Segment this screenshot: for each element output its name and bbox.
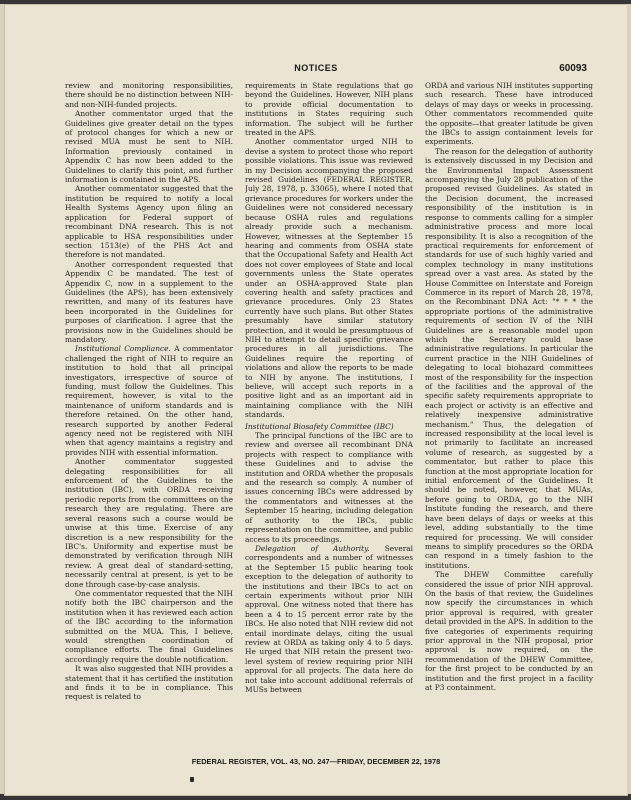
paragraph: Another commentator suggested that the institution be required to notify a local Health Systems Agency upon filing an application for Federal support of recombinant DNA research. This is not applicable to HSA responsibilities under section 1513(e) of the PHS Act and therefore is not mandated. [65,184,233,260]
paragraph: One commentator requested that the NIH notify both the IBC chairperson and the institution when it has reviewed each action of the IBC according to the information submitted on the MUA. This, I believe, would strengthen coordination of compliance efforts. The final Guidelines accordingly require the double notification. [65,588,233,664]
paragraph-text: Several correspondents and a number of witnesses at the September 15 public hearing took exception to the delegation of authority to the institutions and their IBCs to act on certain experiments without prior NIH approval. One witness noted that there has been a 4 to 15 percent error rate by the IBCs. He also noted that NIH review did not entail inordinate delays, citing the usual review at ORDA as taking only 4 to 5 days. He urged that NIH retain the present two-level system of review requiring prior NIH approval for all projects. The data here do not take into account additional referrals of MUSs between [245,543,413,694]
paragraph: requirements in State regulations that go beyond the Guidelines. However, NIH plans to provide official documentation to institutions in States requiring such information. The subject will be further treated in the APS. [245,81,413,138]
page-footer: FEDERAL REGISTER, VOL. 43, NO. 247—FRIDAY, DECEMBER 22, 1978 [191,757,441,766]
paragraph-text: A commentator challenged the right of NIH to require an institution to hold that all principal investigators, irrespective of source of funding, must follow the Guidelines. This requirement, however, is vital to the maintenance of uniform standards and is therefore retained. On the other hand, research supported by another Federal agency need not be registered with NIH when that agency maintains a registry and provides NIH with essential information. [65,344,233,457]
paragraph: Another commentator urged NIH to devise a system to protect those who report possible violations. This issue was reviewed in my Decision accompanying the proposed revised Guidelines (FEDERAL REGISTER, July 28, 1978, p. 33065), where I noted that grievance procedures for workers under the Guidelines were not considered necessary because OSHA rules and regulations already provide such a mechanism. However, witnesses at the September 15 hearing and comments from OSHA state that the Occupational Safety and Health Act does not cover employees of State and local governments unless the State operates under an OSHA-approved State plan covering health and safety practices and grievance procedures. Only 23 States currently have such plans. But other States presumably have similar statutory protection, and it would be presumptuous of NIH to attempt to detail specific grievance procedures in all jurisdictions. The Guidelines require the reporting of violations and allow the reports to be made to NIH by anyone. The institutions, I believe, will accept such reports in a positive light and as an important aid in maintaining compliance with the NIH standards. [245,137,413,420]
running-head: NOTICES [294,63,338,73]
paragraph: It was also suggested that NIH provides a statement that it has certified the institution and finds it to be in compliance. This request is related to [65,664,233,702]
ink-mark [190,777,194,782]
page-number: 60093 [559,63,587,74]
paragraph: The reason for the delegation of authority is extensively discussed in my Decision and the Environmental Impact Assessment accompanying the July 28 publication of the proposed revised Guidelines. As stated in the Decision document, the increased responsibility of the institution is in response to comments calling for a simpler administrative process and more local responsibility. It is also a recognition of the practical requirements for enforcement of standards for use of such highly varied and complex technology in many institutions spread over a vast area. As stated by the House Committee on Interstate and Foreign Commerce in its report of March 28, 1978, on the Recombinant DNA Act: "* * * the appropriate portions of the administrative requirements of section IV of the NIH Guidelines are a reasonable model upon which the Secretary could base administrative regulations. In particular the current practice in the NIH Guidelines of delegating to local biohazard committees most of the responsibility for the inspection of the facilities and the approval of the specific safety requirements appropriate to each project or activity is an effective and relatively inexpensive administrative mechanism." Thus, the delegation of increased responsibility at the local level is not primarily to facilitate an increased volume of research, as suggested by a commentator, but rather to place this function at the most appropriate location for initial enforcement of the Guidelines. It should be noted, however, that MUAs, before going to ORDA, go to the NIH Institute funding the research, and there have been delays of days or weeks at this level, adding substantially to the time required for processing. We will consider means to simplify procedures so the ORDA can respond in a timely fashion to the institutions. [425,146,593,570]
run-in-heading: Institutional Compliance. [75,344,171,354]
paragraph [245,544,413,695]
text-columns [65,81,593,746]
paragraph: review and monitoring responsibilities, there should be no distinction between NIH- and non-NIH-funded projects. [65,81,233,109]
section-heading: Institutional Biosafety Committee (IBC) [245,421,394,431]
paper-edge-left [0,4,4,794]
column-middle [245,81,413,746]
run-in-heading: Delegation of Authority. [255,543,370,553]
document-page [4,4,628,796]
paragraph [65,344,233,457]
paragraph: Another correspondent requested that Appendix C be mandated. The test of Appendix C, now in a supplement to the Guidelines (the APS), has been extensively rewritten, and many of its features have been incorporated in the Guidelines for purposes of clarification. I agree that the provisions now in the Guidelines should be mandatory. [65,259,233,344]
paragraph: The DHEW Committee carefully considered the issue of prior NIH approval. On the basis of that review, the Guidelines now specify the circumstances in which prior approval is required, with greater detail provided in the APS. In addition to the five categories of experiments requiring prior approval in the NIH proposal, prior approval is now required, on the recommendation of the DHEW Committee, for the first project to be conducted by an institution and the first project in a facility at P3 containment. [425,570,593,692]
paragraph: The principal functions of the IBC are to review and oversee all recombinant DNA projects with respect to compliance with these Guidelines and to advise the institution and ORDA whether the proposals and the research so comply. A number of issues concerning IBCs were addressed by the commentators and witnesses at the September 15 hearing, including delegation of authority to the IBCs, public representation on the committee, and public access to its proceedings. [245,431,413,544]
paragraph: Another commentator urged that the Guidelines give greater detail on the types of protocol changes for which a new or revised MUA must be sent to NIH. Information previously contained in Appendix C has now been added to the Guidelines to clarify this point, and further information is contained in the APS. [65,109,233,185]
column-right [425,81,593,746]
paragraph: Another commentator suggested delegating responsibilities for all enforcement of the Guidelines to the institution (IBC), with ORDA receiving periodic reports from the committees on the research they are regulating. There are several reasons such a course would be unwise at this time. Exercise of any discretion is a new responsibility for the IBC's. Uniformity and expertise must be demonstrated by verification through NIH review. A great deal of standard-setting, necessarily central at present, is yet to be done through case-by-case analysis. [65,457,233,589]
paragraph: ORDA and various NIH institutes supporting such research. These have introduced delays of may days or weeks in processing. Other commentators recommended quite the opposite—that greater latitude be given the IBCs to assign containment levels for experiments. [425,81,593,147]
page-header [5,63,627,77]
column-left [65,81,233,746]
paper-edge-right [627,4,631,794]
